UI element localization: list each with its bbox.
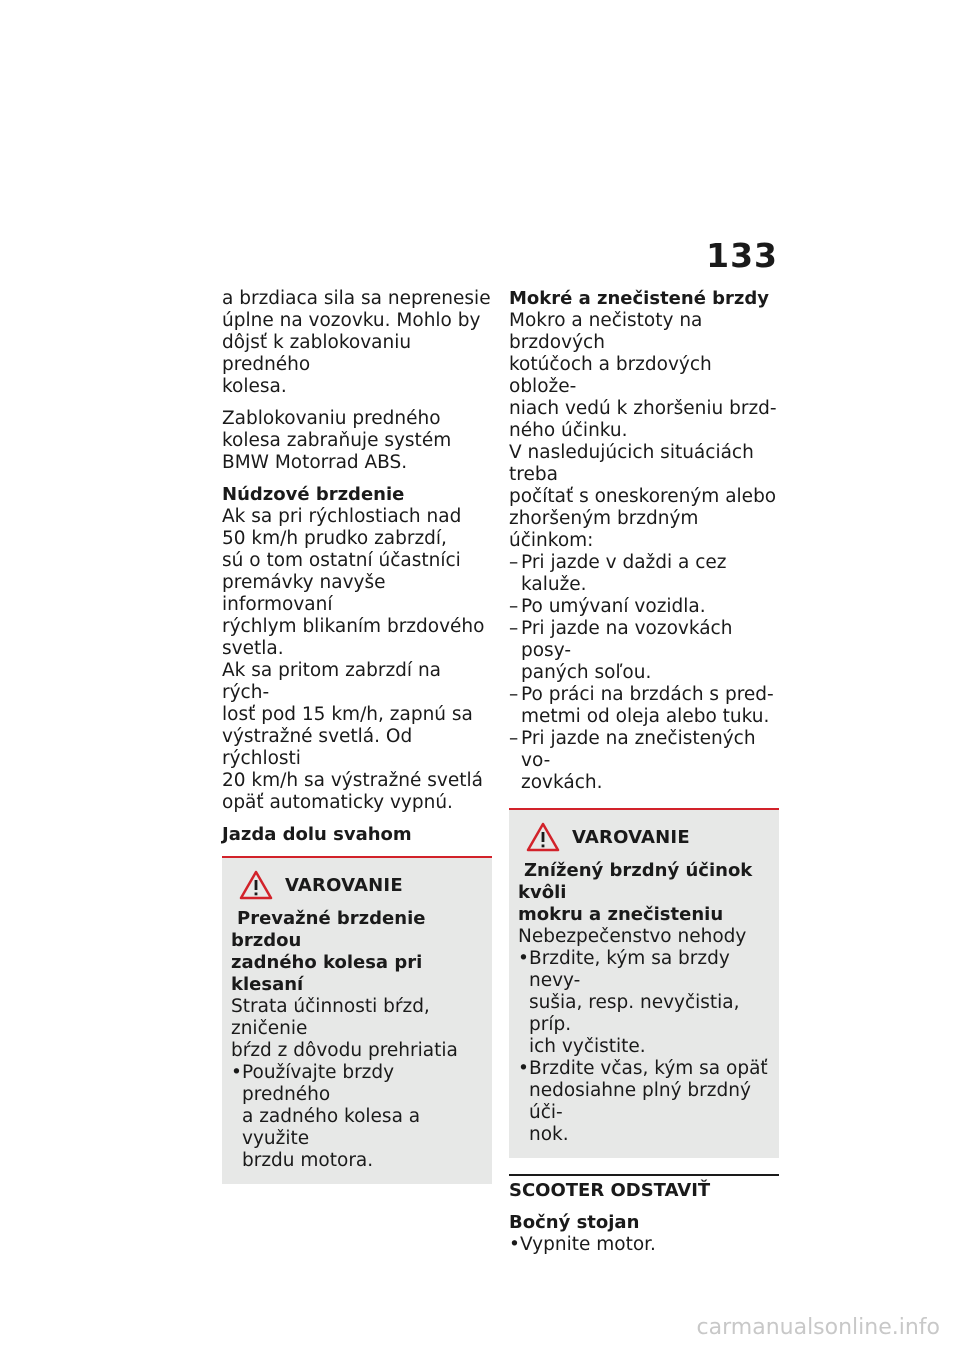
heading-downhill: Jazda dolu svahom bbox=[222, 824, 412, 845]
paragraph: Ak sa pritom zabrzdí na rých- losť pod 15 km/h, zapnú sa výstražné svetlá. Od rýchlosti 20 km/h sa výstražné svetlá opäť automaticky vypnú. bbox=[222, 660, 483, 813]
list-item: – Po práci na brzdách s pred- metmi od oleja alebo tuku. bbox=[509, 684, 779, 728]
paragraph: Mokro a nečistoty na brzdových kotúčoch a brzdových oblože- niach vedú k zhoršeniu brzd- ného účinku. bbox=[509, 310, 777, 441]
list-item: – Pri jazde na vozovkách posy- paných soľou. bbox=[509, 618, 779, 684]
warning-subtitle: Znížený brzdný účinok kvôli mokru a znečisteniu bbox=[518, 860, 753, 925]
list-item: – Po umývaní vozidla. bbox=[509, 596, 779, 618]
warning-bullets bbox=[231, 1062, 483, 1172]
right-column bbox=[509, 288, 779, 1256]
list-item: • Brzdite, kým sa brzdy nevy- sušia, resp. nevyčistia, príp. ich vyčistite. bbox=[518, 948, 770, 1058]
warning-triangle-icon bbox=[239, 870, 273, 900]
list-item: • Brzdite včas, kým sa opäť nedosiahne plný brzdný úči- nok. bbox=[518, 1058, 770, 1146]
list-item: – Pri jazde na znečistených vo- zovkách. bbox=[509, 728, 779, 794]
list-item: • Používajte brzdy predného a zadného kolesa a využite brzdu motora. bbox=[231, 1062, 483, 1172]
paragraph: a brzdiaca sila sa neprenesie úplne na vozovku. Mohlo by dôjsť k zablokovaniu predného kolesa. bbox=[222, 288, 491, 397]
heading-wet-brakes: Mokré a znečistené brzdy bbox=[509, 288, 770, 309]
left-column bbox=[222, 288, 492, 1184]
paragraph: Ak sa pri rýchlostiach nad 50 km/h prudko zabrzdí, sú o tom ostatní účastníci premávky navyše informovaní rýchlym blikaním brzdového svetla. bbox=[222, 506, 485, 659]
warning-header bbox=[239, 870, 483, 900]
warning-subtitle: Prevažné brzdenie brzdou zadného kolesa pri klesaní bbox=[231, 908, 426, 995]
side-stand-steps bbox=[509, 1234, 779, 1256]
heading-emergency-braking: Núdzové brzdenie bbox=[222, 484, 405, 505]
section-header bbox=[509, 1174, 779, 1202]
list-item: • Vypnite motor. bbox=[509, 1234, 779, 1256]
warning-bullets bbox=[518, 948, 770, 1146]
warning-box bbox=[222, 856, 492, 1184]
paragraph: Zablokovaniu predného kolesa zabraňuje systém BMW Motorrad ABS. bbox=[222, 408, 452, 473]
warning-box bbox=[509, 808, 779, 1158]
situation-list bbox=[509, 552, 779, 794]
warning-title: VAROVANIE bbox=[572, 826, 690, 848]
warning-triangle-icon bbox=[526, 822, 560, 852]
heading-side-stand: Bočný stojan bbox=[509, 1212, 640, 1233]
page-number: 133 bbox=[706, 236, 778, 275]
watermark: carmanualsonline.info bbox=[696, 1315, 940, 1340]
paragraph: V nasledujúcich situáciách treba počítať s oneskoreným alebo zhoršeným brzdným účinkom: bbox=[509, 442, 777, 551]
warning-text: Nebezpečenstvo nehody bbox=[518, 926, 747, 947]
warning-header bbox=[526, 822, 770, 852]
section-title: SCOOTER ODSTAVIŤ bbox=[509, 1180, 711, 1201]
warning-title: VAROVANIE bbox=[285, 874, 403, 896]
list-item: – Pri jazde v daždi a cez kaluže. bbox=[509, 552, 779, 596]
warning-text: Strata účinnosti bŕzd, zničenie bŕzd z dôvodu prehriatia bbox=[231, 996, 458, 1061]
